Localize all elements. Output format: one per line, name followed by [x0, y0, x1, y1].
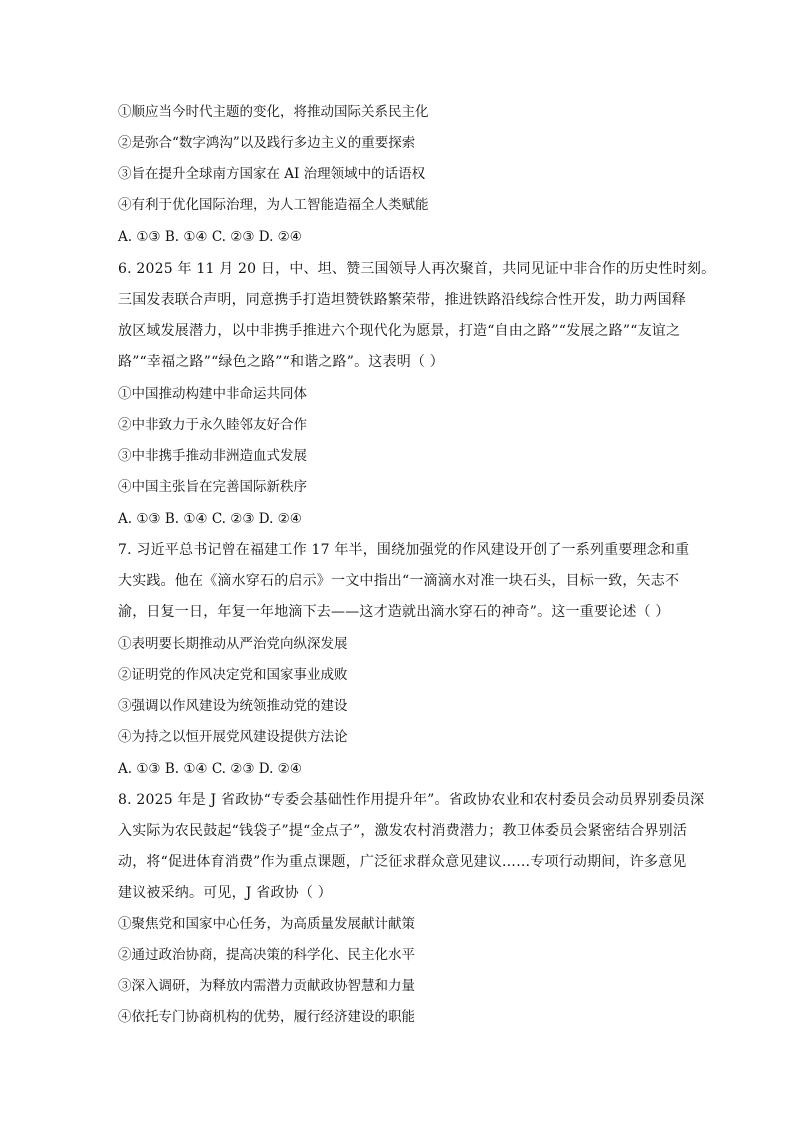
- q6-stem-line-2: 三国发表联合声明，同意携手打造坦赞铁路繁荣带，推进铁路沿线综合性开发，助力两国释: [118, 292, 686, 308]
- q6-stem-line-4: 路”“幸福之路”“绿色之路”“和谐之路”。这表明（ ）: [118, 354, 444, 370]
- q8-stem-line-1: 8. 2025 年是 J 省政协“专委会基础性作用提升年”。省政协农业和农村委员会动员界别委员深: [118, 792, 705, 808]
- q5-option-2: ②是弥合“数字鸿沟”以及践行多边主义的重要探索: [118, 135, 416, 151]
- q5-answer-choices: A. ①③ B. ①④ C. ②③ D. ②④: [118, 229, 302, 245]
- q5-option-3: ③旨在提升全球南方国家在 AI 治理领域中的话语权: [118, 166, 426, 182]
- q7-option-3: ③强调以作风建设为统领推动党的建设: [118, 698, 348, 714]
- q6-option-1: ①中国推动构建中非命运共同体: [118, 386, 307, 402]
- q6-answer-choices: A. ①③ B. ①④ C. ②③ D. ②④: [118, 511, 302, 527]
- q8-option-3: ③深入调研，为释放内需潜力贡献政协智慧和力量: [118, 978, 415, 994]
- q7-stem-line-2: 大实践。他在《滴水穿石的启示》一文中指出“一滴滴水对准一块石头，目标一致，矢志不: [118, 573, 680, 589]
- q8-option-2: ②通过政治协商，提高决策的科学化、民主化水平: [118, 947, 415, 963]
- q7-stem-line-1: 7. 习近平总书记曾在福建工作 17 年半，围绕加强党的作风建设开创了一系列重要理念和重: [118, 542, 690, 558]
- q7-stem-line-3: 渝，日复一日，年复一年地滴下去——这才造就出滴水穿石的神奇”。这一重要论述（ ）: [118, 604, 670, 620]
- q8-stem-line-4: 建议被采纳。可见，J 省政协（ ）: [118, 885, 332, 901]
- q6-option-2: ②中非致力于永久睦邻友好合作: [118, 417, 307, 433]
- q6-stem-line-3: 放区域发展潜力，以中非携手推进六个现代化为愿景，打造“自由之路”“发展之路”“友谊之: [118, 323, 681, 339]
- q7-option-1: ①表明要长期推动从严治党向纵深发展: [118, 636, 348, 652]
- q7-option-4: ④为持之以恒开展党风建设提供方法论: [118, 729, 348, 745]
- q8-stem-line-2: 入实际为农民鼓起“钱袋子”提“金点子”，激发农村消费潜力；教卫体委员会紧密结合界别活: [118, 823, 688, 839]
- q6-option-3: ③中非携手推动非洲造血式发展: [118, 448, 307, 464]
- q8-option-4: ④依托专门协商机构的优势，履行经济建设的职能: [118, 1009, 415, 1025]
- q8-option-1: ①聚焦党和国家中心任务，为高质量发展献计献策: [118, 916, 415, 932]
- q5-option-1: ①顺应当今时代主题的变化，将推动国际关系民主化: [118, 104, 429, 120]
- q7-option-2: ②证明党的作风决定党和国家事业成败: [118, 667, 348, 683]
- q7-answer-choices: A. ①③ B. ①④ C. ②③ D. ②④: [118, 761, 302, 777]
- q5-option-4: ④有利于优化国际治理，为人工智能造福全人类赋能: [118, 197, 429, 213]
- q6-stem-line-1: 6. 2025 年 11 月 20 日，中、坦、赞三国领导人再次聚首，共同见证中非合作的历史性时刻。: [118, 261, 716, 277]
- q6-option-4: ④中国主张旨在完善国际新秩序: [118, 479, 307, 495]
- q8-stem-line-3: 动，将“促进体育消费”作为重点课题，广泛征求群众意见建议……专项行动期间，许多意见: [118, 854, 687, 870]
